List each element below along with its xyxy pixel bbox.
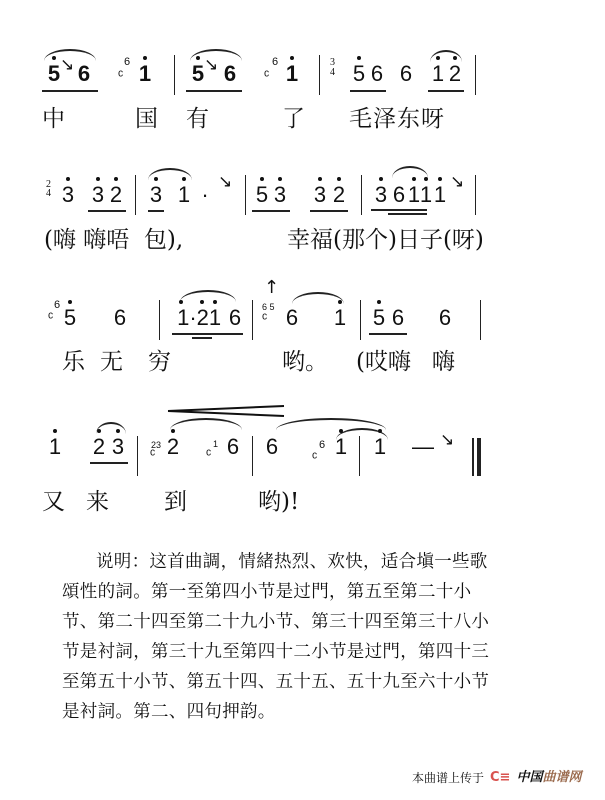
grace-note: 6 [319,439,326,451]
grace-note: 6 [124,56,131,68]
lyric: 又 [42,489,65,515]
note: 1 [334,434,348,459]
underline [148,210,164,212]
octave-dot [179,300,183,304]
lyric: 哟。 [282,349,328,375]
grace-mark-icon: ᶜ [150,446,156,463]
note: 5 [63,305,77,330]
lyric: 毛泽东呀 [349,106,445,132]
explanation-line: 说明：这首曲調，情緒热烈、欢快，适合塡一些歌 [96,552,488,572]
note: 3 [91,182,105,207]
glide-arrow-icon: ↘ [204,55,219,75]
dash-extension: — [412,434,434,459]
note: 1 [407,182,421,207]
lyric: (嗨 嗨唔 包), [44,227,184,253]
note: 3 [374,182,388,207]
barline [319,55,320,95]
lyric: 无 [100,349,123,375]
glide-arrow-icon: ↘ [218,172,233,192]
note: 5 [255,182,269,207]
note: 1 [177,182,191,207]
note: 6 [77,61,91,86]
note: 6 [265,434,279,459]
lyric: 了 [282,106,305,132]
underline [310,210,348,212]
note: 2 [166,434,180,459]
note: 6 [226,434,240,459]
explanation-line: 是衬詞。第二、四句押韵。 [62,702,276,722]
note: 6 [392,182,406,207]
note: 1 [138,61,152,86]
slur [392,166,428,178]
note: 3 [149,182,163,207]
final-barline-thin [472,438,474,476]
lyric: 有 [186,106,209,132]
note: 6 [223,61,237,86]
note: 3 [273,182,287,207]
grace-note: 6 [272,56,279,68]
note: 6 [285,305,299,330]
lyric: 中 [42,106,65,132]
note: 6 [228,305,242,330]
underline [186,90,242,92]
grace-note: 6 [54,299,61,311]
slur [170,418,242,430]
explanation-text [62,547,582,727]
time-signature-top: 3 [330,57,335,68]
grace-mark-icon: ᶜ [206,446,212,463]
underline [371,209,427,211]
note: 1 [48,434,62,459]
underline [350,90,386,92]
grace-note: 1 [213,439,219,449]
watermark-prefix: 本曲谱上传于 [412,771,485,785]
time-signature-top: 2 [46,179,51,190]
explanation-line: 至第五十小节、第五十四、五十五、五十九至六十小节 [62,672,490,692]
time-signature-bottom: 4 [46,188,51,199]
barline [159,300,160,340]
grace-mark-icon: ᶜ [262,310,268,327]
octave-dot [200,300,204,304]
glide-arrow-icon: ↘ [450,172,465,192]
grace-mark-icon: ᶜ [312,449,318,466]
barline [252,436,253,476]
underline [205,333,243,335]
lyric: 嗨 [432,349,455,375]
note: 5 [47,61,61,86]
barline [135,175,136,215]
barline [245,175,246,215]
barline [252,300,253,340]
glide-arrow-icon: ↘ [60,55,75,75]
note: 6 [391,305,405,330]
explanation-line: 頌性的詞。第一至第四小节是过門，第五至第二十小 [62,582,472,602]
barline [359,436,360,476]
note: 1 [208,305,222,330]
lyric: 幸福(那个)日子(呀) [287,227,484,253]
barline [137,436,138,476]
time-signature-bottom: 4 [330,67,335,78]
note: 6 [399,61,413,86]
grace-mark-icon: ᶜ [264,67,270,84]
lyric: 来 [86,489,109,515]
note: 1 [433,182,447,207]
barline [174,55,175,95]
site-logo-text-dark: 中国 [516,770,543,785]
note: 3 [313,182,327,207]
slur [292,292,344,304]
barline [480,300,481,340]
explanation-line: 节、第二十四至第二十九小节、第三十四至第三十八小 [62,612,490,632]
note: 6 [113,305,127,330]
lyric: (哎嗨 [356,349,411,375]
note: 3 [111,434,125,459]
note: 3 [61,182,75,207]
grace-note: 6 5 [262,302,275,312]
arrow-up-icon: ↑ [264,277,280,298]
note: 5 [372,305,386,330]
barline [475,175,476,215]
note: 6 [370,61,384,86]
underline [428,90,464,92]
lyric: 乐 [62,349,85,375]
final-barline-thick [477,438,481,476]
note: 2 [448,61,462,86]
note-with-dot: 1·2 [177,305,209,330]
underline [369,333,407,335]
lyric: 穷 [148,349,171,375]
glide-arrow-icon: ↘ [440,430,455,450]
underline [90,462,128,464]
underline [192,337,212,339]
site-logo-icon: C≡ [490,770,511,785]
hairpin-icon [166,405,286,417]
note: 2 [92,434,106,459]
lyric: 哟)! [258,489,300,515]
underline [42,90,98,92]
dot-extension: · [201,182,209,207]
explanation-line: 节是衬詞，第三十九至第四十二小节是过門，第四十三 [62,642,490,662]
note: 2 [109,182,123,207]
watermark [412,771,581,785]
barline [360,300,361,340]
barline [475,55,476,95]
underline [388,213,427,215]
grace-mark-icon: ᶜ [118,67,124,84]
lyric: 到 [164,489,187,515]
note: 1 [431,61,445,86]
grace-note: 23 [151,440,162,450]
note: 6 [438,305,452,330]
grace-mark-icon: ᶜ [48,309,54,326]
site-logo-text-brown: 曲谱网 [542,770,582,785]
note: 5 [352,61,366,86]
note: 1 [285,61,299,86]
lyric: 国 [135,106,158,132]
barline [361,175,362,215]
note: 2 [332,182,346,207]
underline [252,210,290,212]
note: 1 [419,182,433,207]
underline [88,210,126,212]
note: 1 [333,305,347,330]
slur [180,290,236,302]
note: 1 [373,434,387,459]
note: 5 [191,61,205,86]
